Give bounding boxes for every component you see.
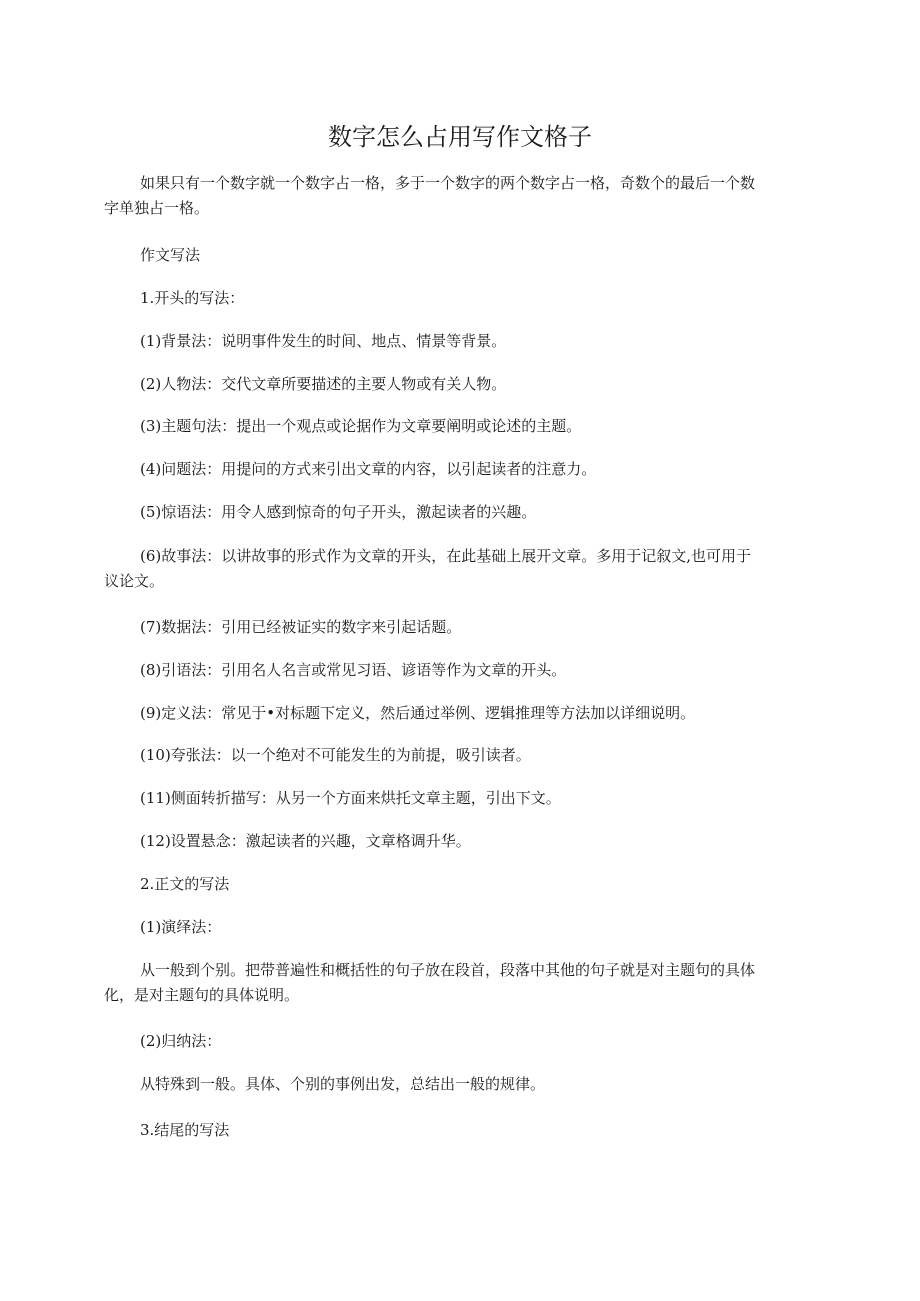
list-item: (9)定义法：常见于•对标题下定义，然后通过举例、逻辑推理等方法加以详细说明。 [140,704,696,722]
list-item: (11)侧面转折描写：从另一个方面来烘托文章主题，引出下文。 [140,789,561,807]
list-item: (7)数据法：引用已经被证实的数字来引起话题。 [140,618,462,636]
list-item: (3)主题句法：提出一个观点或论据作为文章要阐明或论述的主题。 [140,417,582,435]
paragraph: 从一般到个别。把带普遍性和概括性的句子放在段首，段落中其他的句子就是对主题句的具体化，是对主题句的具体说明。 [104,961,756,1004]
list-item: (5)惊语法：用令人感到惊奇的句子开头，激起读者的兴趣。 [140,503,537,521]
list-item: (1)演绎法： [140,918,222,936]
paragraph: 从特殊到一般。具体、个别的事例出发，总结出一般的规律。 [140,1075,546,1093]
list-item: (2)归纳法： [140,1032,222,1050]
list-item: (4)问题法：用提问的方式来引出文章的内容，以引起读者的注意力。 [140,460,597,478]
list-item: (8)引语法：引用名人名言或常见习语、谚语等作为文章的开头。 [140,661,567,679]
section-heading: 2.正文的写法 [140,875,230,893]
list-item: (1)背景法：说明事件发生的时间、地点、情景等背景。 [140,332,507,350]
section-heading: 3.结尾的写法 [140,1121,230,1139]
paragraph: 如果只有一个数字就一个数字占一格，多于一个数字的两个数字占一格，奇数个的最后一个数字单独占一格。 [104,174,756,217]
list-item: (10)夸张法：以一个绝对不可能发生的为前提，吸引读者。 [140,746,531,764]
list-item: (2)人物法：交代文章所要描述的主要人物或有关人物。 [140,375,507,393]
section-heading: 作文写法 [140,246,201,264]
document-title: 数字怎么占用写作文格子 [328,123,592,151]
list-item: (12)设置悬念：激起读者的兴趣，文章格调升华。 [140,832,471,850]
list-item: (6)故事法：以讲故事的形式作为文章的开头，在此基础上展开文章。多用于记叙文,也可用于议论文。 [104,547,752,590]
section-heading: 1.开头的写法： [140,289,245,307]
